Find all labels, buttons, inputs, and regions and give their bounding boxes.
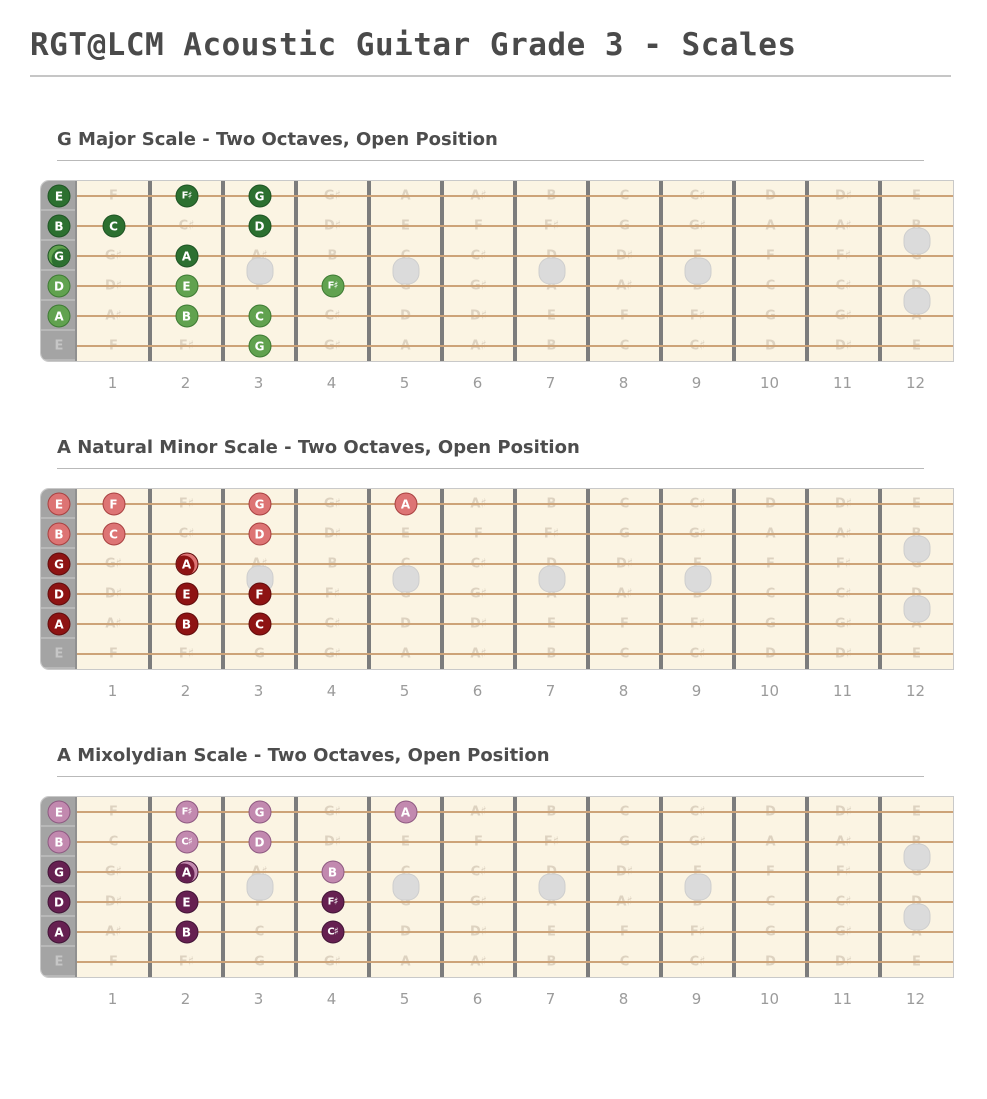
fret-line bbox=[221, 181, 225, 361]
note-label: E bbox=[182, 587, 191, 601]
note-circle bbox=[175, 305, 198, 328]
page-title: RGT@LCM Acoustic Guitar Grade 3 - Scales bbox=[30, 27, 797, 63]
fret-line bbox=[732, 489, 736, 669]
note-label: E bbox=[54, 189, 64, 203]
note-label: G bbox=[254, 805, 265, 819]
fret-line bbox=[221, 797, 225, 977]
fret-marker bbox=[903, 536, 930, 563]
fretboard bbox=[40, 488, 954, 670]
fret-marker bbox=[903, 596, 930, 623]
note-circle bbox=[48, 861, 71, 884]
note-label: F♯ bbox=[181, 190, 192, 201]
fret-marker bbox=[903, 844, 930, 871]
note-label: A bbox=[54, 925, 64, 939]
fret-number: 4 bbox=[326, 682, 337, 700]
fret-line bbox=[513, 489, 517, 669]
fret-line bbox=[805, 797, 809, 977]
open-string-label: E bbox=[54, 954, 64, 970]
fret-number: 2 bbox=[180, 374, 191, 392]
note-circle bbox=[175, 613, 198, 636]
note-circle bbox=[48, 185, 71, 208]
note-circle bbox=[48, 215, 71, 238]
fret-number: 10 bbox=[759, 682, 780, 700]
note-label: A bbox=[400, 497, 411, 511]
note-label: A bbox=[400, 805, 411, 819]
note-label: C♯ bbox=[181, 836, 192, 847]
fret-number: 8 bbox=[618, 374, 629, 392]
scale-section bbox=[30, 128, 987, 393]
fret-number: 3 bbox=[253, 374, 264, 392]
fret-marker bbox=[538, 258, 565, 285]
fret-marker bbox=[903, 904, 930, 931]
note-circle bbox=[48, 801, 71, 824]
note-circle bbox=[248, 305, 271, 328]
fret-number: 4 bbox=[326, 374, 337, 392]
note-circle bbox=[175, 583, 198, 606]
note-circle bbox=[175, 861, 198, 884]
fret-marker bbox=[392, 258, 419, 285]
fret-line bbox=[513, 797, 517, 977]
note-circle bbox=[175, 801, 198, 824]
note-circle bbox=[48, 583, 71, 606]
scale-heading: A Natural Minor Scale - Two Octaves, Open Position bbox=[57, 436, 924, 469]
fret-numbers-row bbox=[40, 682, 952, 701]
fret-marker bbox=[538, 874, 565, 901]
fret-line bbox=[440, 489, 444, 669]
fret-number: 4 bbox=[326, 990, 337, 1008]
fret-number: 7 bbox=[545, 682, 556, 700]
fret-line bbox=[659, 181, 663, 361]
note-circle bbox=[102, 493, 125, 516]
note-circle bbox=[48, 613, 71, 636]
note-label: B bbox=[54, 219, 64, 233]
note-circle bbox=[48, 275, 71, 298]
string-line bbox=[77, 841, 953, 843]
fret-number: 8 bbox=[618, 682, 629, 700]
fretboard bbox=[40, 180, 954, 362]
fret-number: 12 bbox=[905, 374, 926, 392]
fret-number: 9 bbox=[691, 990, 702, 1008]
fret-number: 1 bbox=[107, 374, 118, 392]
note-label: D bbox=[54, 587, 64, 601]
note-label: G bbox=[254, 189, 265, 203]
fret-number: 3 bbox=[253, 990, 264, 1008]
note-circle bbox=[48, 523, 71, 546]
string-line bbox=[77, 285, 953, 287]
fret-number: 5 bbox=[399, 374, 410, 392]
fret-line bbox=[367, 181, 371, 361]
note-circle bbox=[48, 921, 71, 944]
note-label: C♯ bbox=[327, 926, 338, 937]
fret-marker bbox=[392, 874, 419, 901]
string-line bbox=[77, 225, 953, 227]
fret-number: 2 bbox=[180, 682, 191, 700]
note-label: A bbox=[181, 865, 192, 879]
note-circle bbox=[48, 305, 71, 328]
fret-line bbox=[294, 797, 298, 977]
fret-numbers-row bbox=[40, 990, 952, 1009]
note-circle bbox=[248, 583, 271, 606]
string-line bbox=[77, 255, 953, 257]
note-circle bbox=[48, 831, 71, 854]
note-label: D bbox=[254, 219, 265, 233]
fret-number: 6 bbox=[472, 374, 483, 392]
fret-line bbox=[367, 797, 371, 977]
note-label: G bbox=[54, 865, 64, 879]
string-line bbox=[77, 653, 953, 655]
fret-number: 12 bbox=[905, 990, 926, 1008]
note-label: F♯ bbox=[327, 896, 338, 907]
note-circle bbox=[48, 493, 71, 516]
fret-line bbox=[148, 489, 152, 669]
note-label: B bbox=[327, 865, 338, 879]
fret-line bbox=[805, 489, 809, 669]
note-label: G bbox=[254, 339, 265, 353]
fret-line bbox=[148, 181, 152, 361]
note-circle bbox=[175, 891, 198, 914]
fret-line bbox=[878, 489, 882, 669]
note-circle bbox=[48, 245, 71, 268]
open-string-label: E bbox=[54, 338, 64, 354]
note-label: A bbox=[181, 557, 192, 571]
note-label: E bbox=[54, 805, 64, 819]
fret-number: 12 bbox=[905, 682, 926, 700]
note-circle bbox=[102, 215, 125, 238]
string-line bbox=[77, 871, 953, 873]
note-label: F bbox=[255, 587, 264, 601]
note-label: C bbox=[255, 309, 264, 323]
string-line bbox=[77, 533, 953, 535]
fret-line bbox=[294, 181, 298, 361]
note-label: E bbox=[182, 279, 191, 293]
note-label: G bbox=[254, 497, 265, 511]
fret-marker bbox=[684, 874, 711, 901]
note-circle bbox=[102, 523, 125, 546]
fret-number: 7 bbox=[545, 374, 556, 392]
fret-line bbox=[440, 181, 444, 361]
note-label: G bbox=[54, 249, 64, 263]
note-label: A bbox=[54, 309, 64, 323]
note-circle bbox=[48, 891, 71, 914]
note-circle bbox=[248, 493, 271, 516]
fret-line bbox=[586, 181, 590, 361]
scale-heading: A Mixolydian Scale - Two Octaves, Open Position bbox=[57, 744, 924, 777]
note-label: D bbox=[54, 279, 64, 293]
string-line bbox=[77, 503, 953, 505]
scale-heading: G Major Scale - Two Octaves, Open Position bbox=[57, 128, 924, 161]
fret-number: 10 bbox=[759, 990, 780, 1008]
fret-number: 8 bbox=[618, 990, 629, 1008]
note-circle bbox=[394, 801, 417, 824]
scale-section bbox=[30, 436, 987, 701]
fret-marker bbox=[246, 874, 273, 901]
string-line bbox=[77, 593, 953, 595]
fret-line bbox=[586, 797, 590, 977]
title-rule bbox=[30, 75, 951, 77]
note-circle bbox=[175, 553, 198, 576]
note-circle bbox=[321, 275, 344, 298]
note-circle bbox=[248, 215, 271, 238]
note-label: C bbox=[109, 527, 118, 541]
note-label: F♯ bbox=[181, 806, 192, 817]
fret-line bbox=[732, 181, 736, 361]
string-line bbox=[77, 961, 953, 963]
diagrams-container bbox=[30, 128, 987, 1009]
fret-number: 1 bbox=[107, 682, 118, 700]
note-circle bbox=[175, 921, 198, 944]
note-label: D bbox=[254, 835, 265, 849]
fret-number: 9 bbox=[691, 374, 702, 392]
fret-line bbox=[367, 489, 371, 669]
fret-marker bbox=[538, 566, 565, 593]
fret-marker bbox=[903, 288, 930, 315]
fret-number: 6 bbox=[472, 682, 483, 700]
nut bbox=[41, 489, 77, 669]
fret-number: 10 bbox=[759, 374, 780, 392]
fret-number: 6 bbox=[472, 990, 483, 1008]
string-line bbox=[77, 623, 953, 625]
nut bbox=[41, 797, 77, 977]
note-circle bbox=[248, 185, 271, 208]
fret-marker bbox=[903, 228, 930, 255]
fret-line bbox=[805, 181, 809, 361]
fret-number: 7 bbox=[545, 990, 556, 1008]
string-line bbox=[77, 901, 953, 903]
fret-line bbox=[659, 797, 663, 977]
fret-line bbox=[586, 489, 590, 669]
fret-line bbox=[148, 797, 152, 977]
fret-line bbox=[513, 181, 517, 361]
fret-number: 1 bbox=[107, 990, 118, 1008]
fret-number: 5 bbox=[399, 990, 410, 1008]
string-line bbox=[77, 195, 953, 197]
string-line bbox=[77, 315, 953, 317]
fret-line bbox=[732, 797, 736, 977]
fret-line bbox=[659, 489, 663, 669]
note-label: D bbox=[54, 895, 64, 909]
note-circle bbox=[48, 553, 71, 576]
note-label: B bbox=[181, 925, 192, 939]
fret-number: 5 bbox=[399, 682, 410, 700]
note-circle bbox=[248, 801, 271, 824]
fret-number: 11 bbox=[832, 682, 853, 700]
note-circle bbox=[321, 891, 344, 914]
fret-line bbox=[294, 489, 298, 669]
note-label: E bbox=[182, 895, 191, 909]
note-label: D bbox=[254, 527, 265, 541]
note-label: A bbox=[181, 249, 192, 263]
fret-number: 11 bbox=[832, 374, 853, 392]
fret-marker bbox=[684, 566, 711, 593]
note-label: F♯ bbox=[327, 280, 338, 291]
fret-line bbox=[878, 181, 882, 361]
note-label: C bbox=[255, 617, 264, 631]
note-label: G bbox=[54, 557, 64, 571]
open-string-label: E bbox=[54, 646, 64, 662]
note-circle bbox=[394, 493, 417, 516]
note-circle bbox=[175, 275, 198, 298]
fret-marker bbox=[392, 566, 419, 593]
note-label: F bbox=[109, 497, 118, 511]
fret-marker bbox=[246, 258, 273, 285]
fret-number: 9 bbox=[691, 682, 702, 700]
string-line bbox=[77, 811, 953, 813]
fret-marker bbox=[684, 258, 711, 285]
fret-number: 3 bbox=[253, 682, 264, 700]
note-circle bbox=[175, 185, 198, 208]
string-line bbox=[77, 931, 953, 933]
note-label: B bbox=[54, 527, 64, 541]
string-line bbox=[77, 345, 953, 347]
note-label: A bbox=[54, 617, 64, 631]
note-circle bbox=[248, 335, 271, 358]
note-label: B bbox=[181, 309, 192, 323]
fret-numbers-row bbox=[40, 374, 952, 393]
fret-number: 11 bbox=[832, 990, 853, 1008]
note-label: B bbox=[181, 617, 192, 631]
note-label: E bbox=[54, 497, 64, 511]
note-label: B bbox=[54, 835, 64, 849]
fret-line bbox=[440, 797, 444, 977]
fret-line bbox=[221, 489, 225, 669]
fret-line bbox=[878, 797, 882, 977]
nut bbox=[41, 181, 77, 361]
fretboard bbox=[40, 796, 954, 978]
fret-number: 2 bbox=[180, 990, 191, 1008]
string-line bbox=[77, 563, 953, 565]
note-circle bbox=[248, 523, 271, 546]
note-circle bbox=[321, 861, 344, 884]
note-label: C bbox=[109, 219, 118, 233]
note-circle bbox=[321, 921, 344, 944]
scale-section bbox=[30, 744, 987, 1009]
note-circle bbox=[175, 245, 198, 268]
note-circle bbox=[248, 831, 271, 854]
note-circle bbox=[175, 831, 198, 854]
note-circle bbox=[248, 613, 271, 636]
